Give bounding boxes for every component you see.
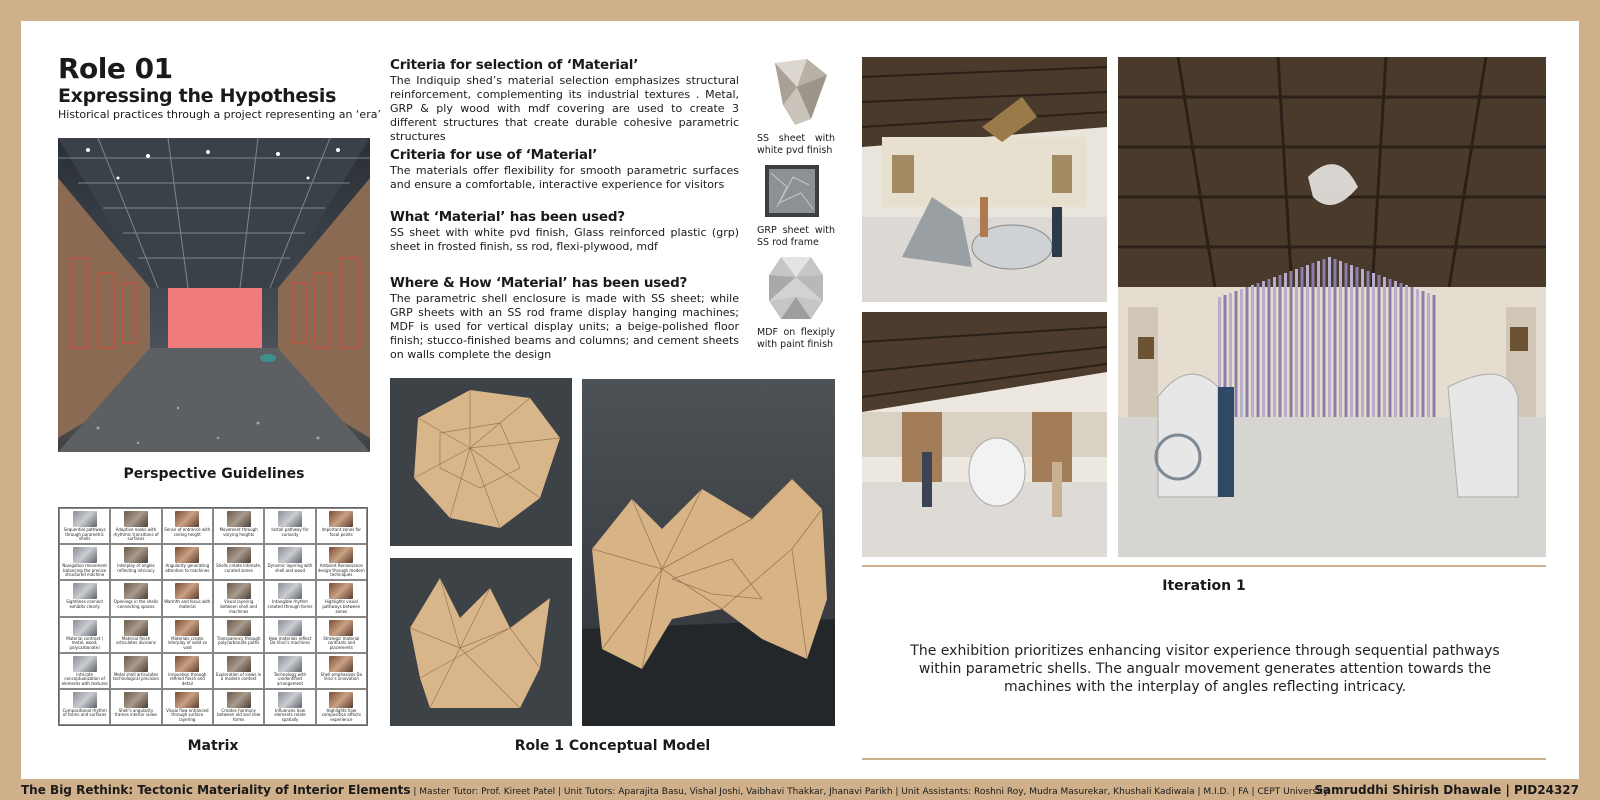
matrix-label: Creates harmony between old and new forms <box>217 707 261 723</box>
divider-bottom <box>862 758 1546 760</box>
matrix-label: Adaptive nooks with rhythmic transitions of surfaces <box>113 527 159 542</box>
matrix-thumbnail <box>73 620 97 636</box>
matrix-cell <box>316 653 367 689</box>
matrix-label: Sense of entrance with ceiling height <box>164 527 211 537</box>
matrix-label: Shell's angularity frames interior views <box>114 707 158 718</box>
matrix-cell <box>264 580 315 616</box>
footer-credits <box>21 783 1329 797</box>
matrix-label: Visual flow enhanced through surface layering <box>166 707 209 723</box>
criteria-body: The materials offer flexibility for smooth parametric surfaces and ensure a comfortable, interactive experience for visitors <box>390 164 739 191</box>
matrix-label: Influences how elements relate spatially <box>274 707 306 723</box>
matrix-cell <box>110 508 161 544</box>
matrix-thumbnail <box>124 547 148 563</box>
iteration-caption: Iteration 1 <box>1162 578 1246 594</box>
footer-title: The Big Rethink: Tectonic Materiality of Interior Elements <box>21 783 411 797</box>
criteria-where <box>390 275 739 362</box>
footer-author: Samruddhi Shirish Dhawale | PID24327 <box>1314 783 1579 797</box>
warehouse-photo <box>58 138 370 452</box>
matrix-cell <box>162 617 213 653</box>
matrix-label: Innovation through refined finish and detail <box>168 671 207 686</box>
matrix-thumbnail <box>278 511 302 527</box>
matrix-thumbnail <box>329 692 353 708</box>
matrix-cell <box>264 508 315 544</box>
render-view-2 <box>862 312 1107 557</box>
matrix-label: Shells create intimate, curated zones <box>216 563 262 573</box>
matrix-thumbnail <box>175 511 199 527</box>
criteria-heading: Where & How ‘Material’ has been used? <box>390 275 688 291</box>
faceted-steel-swatch-icon <box>757 57 835 129</box>
matrix-caption: Matrix <box>187 738 239 754</box>
swatch-ss-sheet <box>757 57 835 156</box>
matrix-cell <box>264 544 315 580</box>
matrix-thumbnail <box>278 692 302 708</box>
matrix-label: Angularity generating attention to machines <box>165 563 210 573</box>
matrix-thumbnail <box>278 547 302 563</box>
matrix-label: Dynamic layering with shell and wood <box>267 563 313 573</box>
matrix-thumbnail <box>73 583 97 599</box>
matrix-thumbnail <box>124 692 148 708</box>
matrix-label: Materials create interplay of solid vs void <box>167 635 207 650</box>
matrix-label: Material contrast ( metal, wood, polycarbonate) <box>66 635 104 650</box>
matrix-cell <box>316 617 367 653</box>
matrix-label: Transparency through polycarbonate paths <box>216 635 261 646</box>
matrix-thumbnail <box>227 620 251 636</box>
criteria-selection <box>390 57 739 144</box>
matrix-label: Shell emphasizes Da Vinci's innovation <box>320 671 363 682</box>
matrix-label: Warmth and focus with material <box>164 599 211 609</box>
matrix-thumbnail <box>73 656 97 672</box>
matrix-cell <box>162 544 213 580</box>
divider-top <box>862 565 1546 567</box>
matrix-thumbnail <box>124 511 148 527</box>
matrix-thumbnail <box>175 656 199 672</box>
matrix-cell <box>110 544 161 580</box>
matrix-cell <box>162 580 213 616</box>
matrix-thumbnail <box>175 547 199 563</box>
iteration-description: The exhibition prioritizes enhancing visitor experience through sequential pathways within parametric shells. The angualr movement generates attention towards the machines with the interplay of angles reflecting intricacy. <box>910 643 1500 695</box>
model-photo-bottom <box>390 558 572 726</box>
render-view-main <box>1118 57 1546 557</box>
footer-tutors: | Master Tutor: Prof. Kireet Patel | Unit Tutors: Aparajita Basu, Vishal Joshi, Vaibhavi Thakkar, Jhanavi Parikh | Unit Assistants: Roshni Roy, Mudra Masurekar, Khushali Kadiwala | M.I.D. | FA | CEPT University <box>410 787 1329 797</box>
criteria-what <box>390 209 739 254</box>
render-view-1 <box>862 57 1107 302</box>
matrix-cell <box>110 653 161 689</box>
swatch-label: GRP sheet with SS rod frame <box>757 225 835 248</box>
matrix-grid <box>58 507 368 726</box>
criteria-heading: What ‘Material’ has been used? <box>390 209 625 225</box>
matrix-label: Visual layering between shell and machines <box>220 599 257 614</box>
criteria-use <box>390 147 739 192</box>
matrix-cell <box>213 508 264 544</box>
matrix-thumbnail <box>175 692 199 708</box>
faceted-mdf-swatch-icon <box>757 255 835 323</box>
matrix-label: Movement through varying heights <box>219 527 258 537</box>
matrix-cell <box>110 689 161 725</box>
matrix-cell <box>110 580 161 616</box>
matrix-cell <box>213 580 264 616</box>
model-photo-large <box>582 379 835 726</box>
swatch-mdf <box>757 255 835 350</box>
matrix-cell <box>316 508 367 544</box>
matrix-thumbnail <box>175 583 199 599</box>
matrix-label: Navigation movement balancing the precise structured machine <box>62 563 107 578</box>
matrix-label: Openings in the shells connecting spaces <box>113 599 159 609</box>
matrix-label: Sequential pathways through parametric shells <box>63 527 106 542</box>
matrix-label: Highlights visual pathways between zones <box>322 599 361 614</box>
matrix-thumbnail <box>278 583 302 599</box>
matrix-label: Exploration of views in a modern context <box>215 671 262 682</box>
matrix-label: Install pathway for curiosity <box>271 527 309 537</box>
matrix-thumbnail <box>227 692 251 708</box>
matrix-cell <box>316 544 367 580</box>
swatch-label: SS sheet with white pvd finish <box>757 133 835 156</box>
matrix-thumbnail <box>278 620 302 636</box>
criteria-body: SS sheet with white pvd finish, Glass reinforced plastic (grp) sheet in frosted finish, ss rod, flexi-plywood, mdf <box>390 226 739 253</box>
matrix-thumbnail <box>227 656 251 672</box>
matrix-cell <box>316 689 367 725</box>
perspective-caption: Perspective Guidelines <box>123 466 305 482</box>
matrix-cell <box>264 617 315 653</box>
matrix-label: Highlights how composition affects experience <box>321 707 361 723</box>
matrix-cell <box>213 544 264 580</box>
matrix-cell <box>162 653 213 689</box>
matrix-thumbnail <box>124 583 148 599</box>
model-photo-top <box>390 378 572 546</box>
criteria-heading: Criteria for use of ‘Material’ <box>390 147 598 163</box>
swatch-label: MDF on flexiply with paint finish <box>757 327 835 350</box>
role-title: Role 01 <box>58 52 173 85</box>
matrix-label: Metal shell articulates technological precision <box>112 671 160 682</box>
matrix-label: Sightlines connect exhibits clearly <box>66 599 104 609</box>
matrix-thumbnail <box>175 620 199 636</box>
swatch-grp-sheet <box>757 163 835 248</box>
role-subtitle: Expressing the Hypothesis <box>58 85 337 107</box>
matrix-label: Material finish articulates divisions <box>116 635 156 646</box>
matrix-thumbnail <box>227 511 251 527</box>
matrix-label: Technology with unidentified arrangement <box>273 671 307 686</box>
matrix-thumbnail <box>227 583 251 599</box>
matrix-cell <box>264 653 315 689</box>
matrix-cell <box>59 544 110 580</box>
matrix-cell <box>162 689 213 725</box>
matrix-thumbnail <box>73 692 97 708</box>
matrix-label: Intricate conceptualization of elements with textures <box>61 671 108 686</box>
matrix-thumbnail <box>329 656 353 672</box>
matrix-label: Important zones for focal points <box>321 527 362 537</box>
matrix-label: Intangible rhythm created through forms <box>267 599 313 609</box>
conceptual-model-caption: Role 1 Conceptual Model <box>514 738 711 754</box>
matrix-thumbnail <box>329 511 353 527</box>
criteria-body: The parametric shell enclosure is made with SS sheet; while GRP sheets with an SS rod frame display hanging machines; MDF is used for vertical display units; a beige-polished floor finish; stucco-finished beams and columns; and cement sheets on walls complete the design <box>390 292 739 361</box>
matrix-cell <box>59 580 110 616</box>
criteria-body: The Indiquip shed’s material selection emphasizes structural reinforcement, complementing its industrial textures . Metal, GRP & ply wood with mdf covering are used to create 3 different structures that create durable cohesive parametric structures <box>390 74 739 143</box>
matrix-cell <box>110 617 161 653</box>
grp-panel-swatch-icon <box>757 163 835 221</box>
matrix-thumbnail <box>329 620 353 636</box>
matrix-cell <box>59 689 110 725</box>
matrix-label: Strategic material contrasts and placements <box>323 635 360 650</box>
matrix-cell <box>264 689 315 725</box>
criteria-heading: Criteria for selection of ‘Material’ <box>390 57 639 73</box>
matrix-thumbnail <box>329 547 353 563</box>
matrix-thumbnail <box>124 620 148 636</box>
matrix-cell <box>59 508 110 544</box>
matrix-label: Compositional rhythm of forms and surfaces <box>62 707 107 718</box>
matrix-thumbnail <box>124 656 148 672</box>
matrix-cell <box>59 653 110 689</box>
matrix-label: Ambient Renaissance design through modern techniques <box>317 563 365 578</box>
matrix-thumbnail <box>329 583 353 599</box>
matrix-thumbnail <box>73 511 97 527</box>
role-description: Historical practices through a project representing an ‘era’ <box>58 108 381 121</box>
matrix-thumbnail <box>227 547 251 563</box>
matrix-thumbnail <box>73 547 97 563</box>
matrix-cell <box>162 508 213 544</box>
matrix-cell <box>213 617 264 653</box>
matrix-cell <box>59 617 110 653</box>
matrix-thumbnail <box>278 656 302 672</box>
matrix-label: How materials reflect Da Vinci's machines <box>268 635 312 646</box>
matrix-cell <box>213 689 264 725</box>
matrix-cell <box>316 580 367 616</box>
matrix-label: Interplay of angles reflecting intricacy <box>117 563 155 573</box>
matrix-cell <box>213 653 264 689</box>
